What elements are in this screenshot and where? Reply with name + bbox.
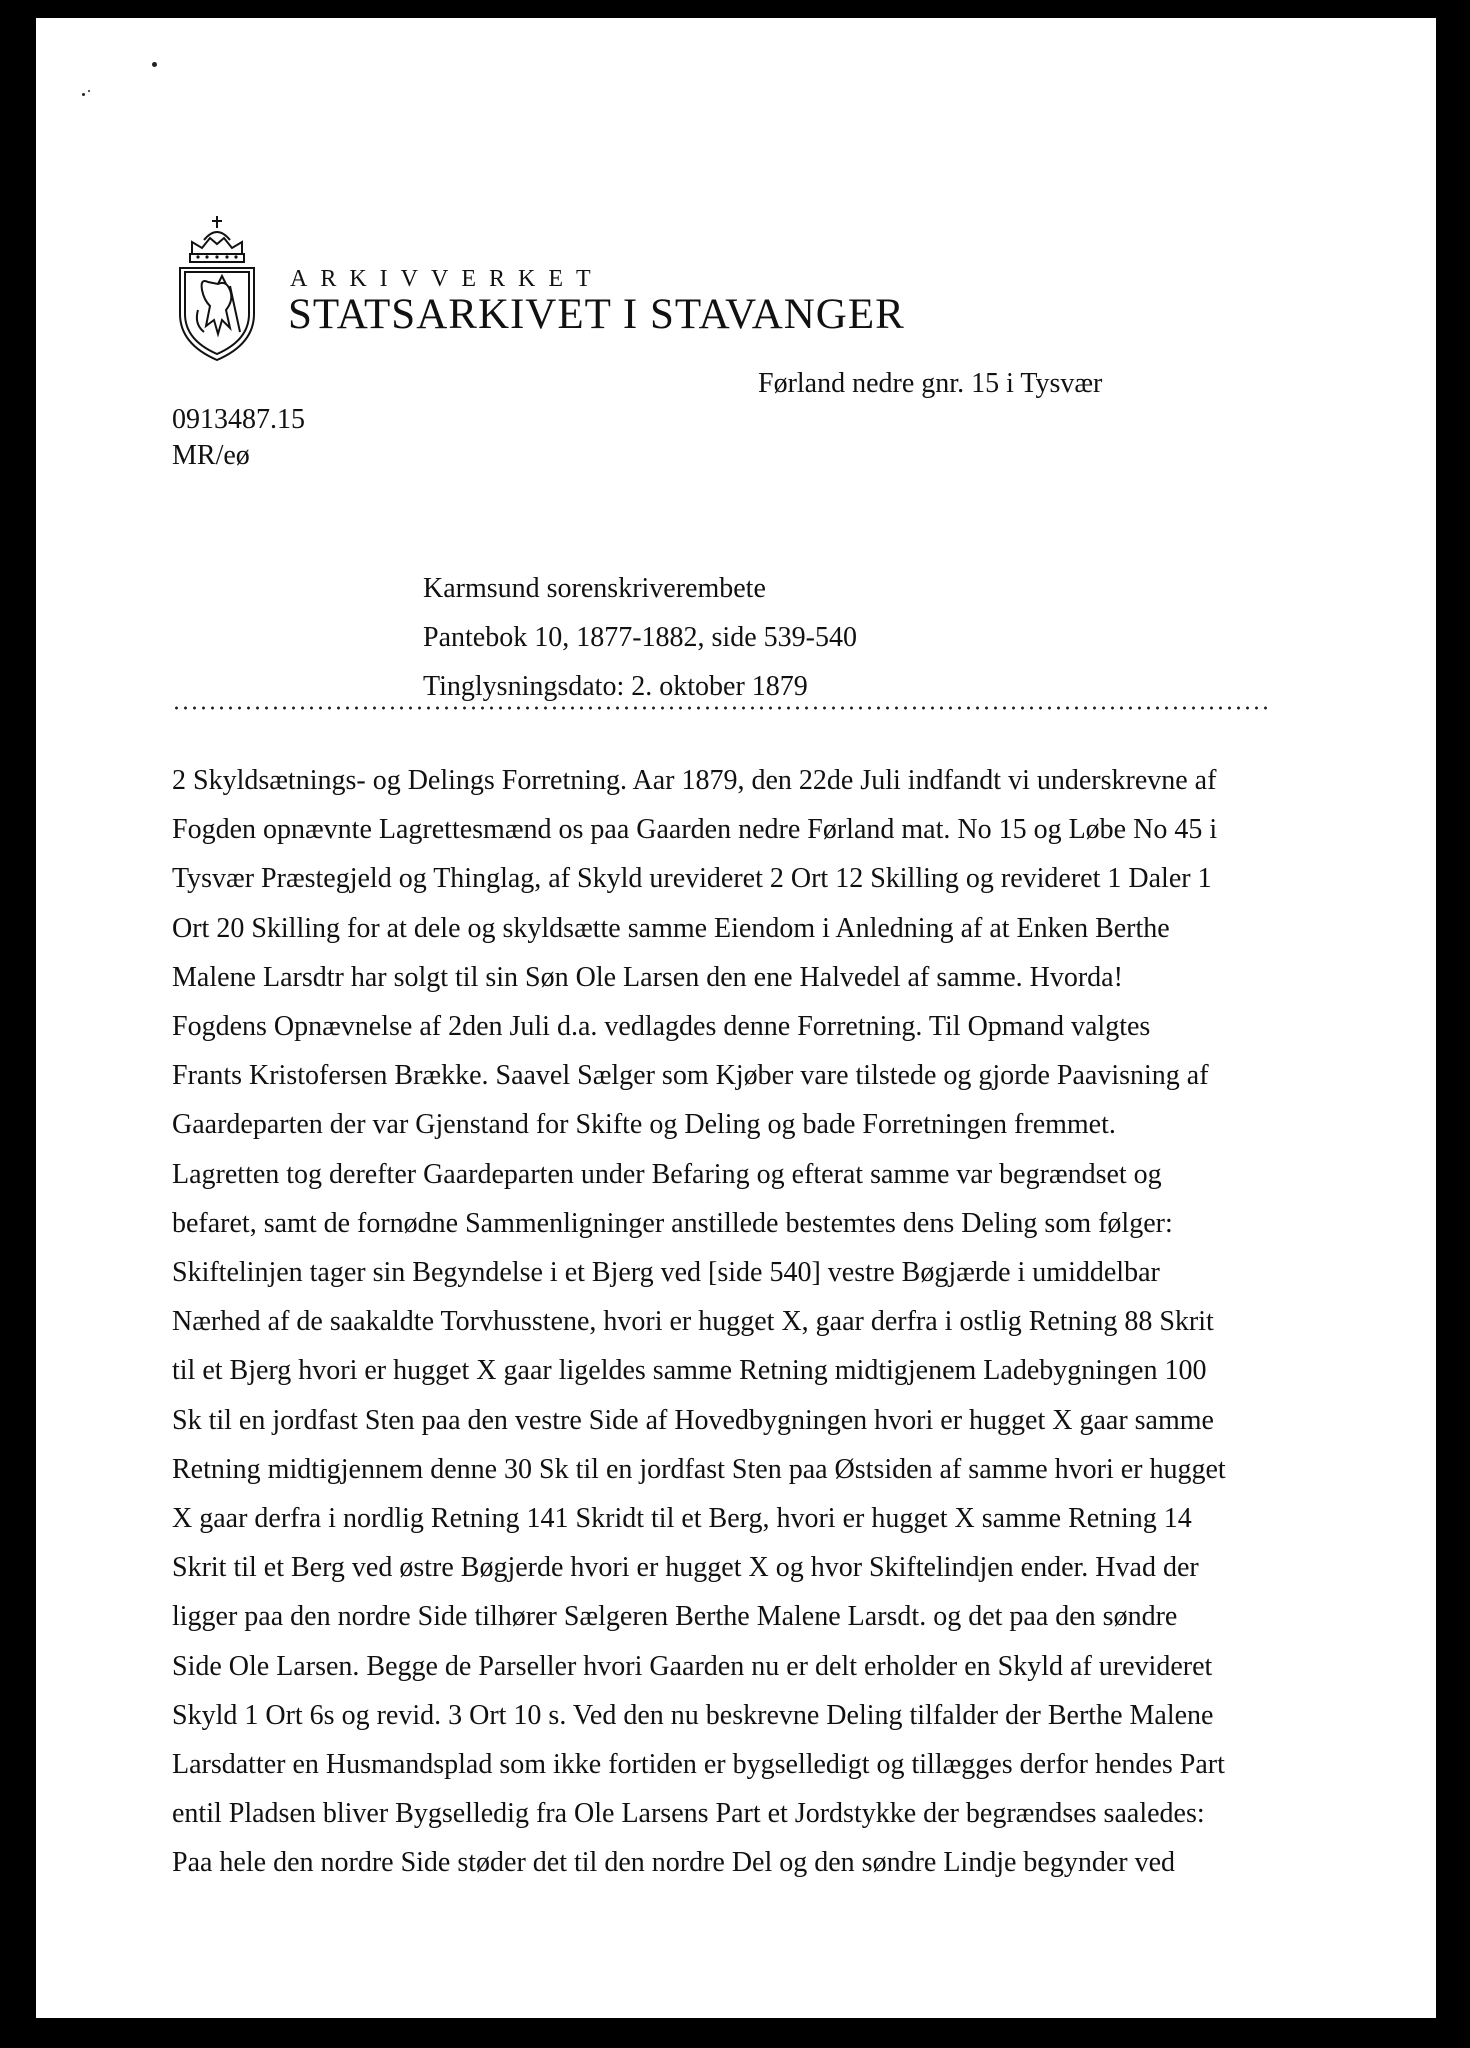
body-line: Paa hele den nordre Side støder det til den nordre Del og den søndre Lindje begynder ved <box>172 1847 1176 1879</box>
scan-speck <box>82 93 85 96</box>
body-line: Lagretten tog derefter Gaardeparten under Befaring og efterat samme var begrændset og <box>172 1158 1162 1190</box>
body-line: Gaardeparten der var Gjenstand for Skifte og Deling og bade Forretningen fremmet. <box>172 1109 1116 1141</box>
archive-name-large: STATSARKIVET I STAVANGER <box>288 291 905 338</box>
body-line: Fogden opnævnte Lagrettesmænd os paa Gaarden nedre Førland mat. No 15 og Løbe No 45 i <box>172 814 1218 846</box>
body-line: 2 Skyldsætnings- og Delings Forretning. Aar 1879, den 22de Juli indfandt vi underskrevne af <box>172 765 1217 796</box>
body-line: Tysvær Præstegjeld og Thinglag, af Skyld urevideret 2 Ort 12 Skilling og revideret 1 Daler 1 <box>172 863 1212 895</box>
body-line: Frants Kristofersen Brække. Saavel Sælger som Kjøber vare tilstede og gjorde Paavisning af <box>172 1060 1209 1092</box>
norwegian-coat-of-arms-icon <box>174 214 260 364</box>
source-book: Pantebok 10, 1877-1882, side 539-540 <box>423 622 857 653</box>
body-line: Larsdatter en Husmandsplad som ikke fortiden er bygselledigt og tillægges derfor hendes Part <box>172 1749 1225 1781</box>
source-block <box>423 564 857 711</box>
transcription-body <box>172 756 1292 1888</box>
archive-name-small: ARKIVVERKET <box>290 266 604 292</box>
body-line: Sk til en jordfast Sten paa den vestre Side af Hovedbygningen hvori er hugget X gaar samme <box>172 1404 1214 1436</box>
body-line: Ort 20 Skilling for at dele og skyldsætte samme Eiendom i Anledning af at Enken Berthe <box>172 912 1170 944</box>
body-line: Malene Larsdtr har solgt til sin Søn Ole Larsen den ene Halvedel af samme. Hvorda! <box>172 961 1123 993</box>
body-line: ligger paa den nordre Side tilhører Sælgeren Berthe Malene Larsdt. og det paa den søndre <box>172 1601 1178 1633</box>
reference-block <box>172 402 305 474</box>
body-line: Side Ole Larsen. Begge de Parseller hvori Gaarden nu er delt erholder en Skyld af urevideret <box>172 1650 1213 1682</box>
dotted-separator <box>172 706 1272 710</box>
source-date: Tinglysningsdato: 2. oktober 1879 <box>423 671 808 702</box>
reference-initials: MR/eø <box>172 440 250 471</box>
body-line: Nærhed af de saakaldte Torvhusstene, hvori er hugget X, gaar derfra i ostlig Retning 88 Skrit <box>172 1306 1214 1338</box>
scan-speck <box>152 62 157 67</box>
body-line: Fogdens Opnævnelse af 2den Juli d.a. vedlagdes denne Forretning. Til Opmand valgtes <box>172 1011 1151 1043</box>
body-line: entil Pladsen bliver Bygselledig fra Ole Larsens Part et Jordstykke der begrændses saaledes: <box>172 1798 1205 1830</box>
body-line: Skrit til et Berg ved østre Bøgjerde hvori er hugget X og hvor Skiftelindjen ender. Hvad der <box>172 1552 1199 1584</box>
body-line: Skiftelinjen tager sin Begyndelse i et Bjerg ved [side 540] vestre Bøgjærde i umiddelbar <box>172 1257 1160 1289</box>
body-line: X gaar derfra i nordlig Retning 141 Skridt til et Berg, hvori er hugget X samme Retning 14 <box>172 1503 1192 1535</box>
body-line: Skyld 1 Ort 6s og revid. 3 Ort 10 s. Ved den nu beskrevne Deling tilfalder der Berthe Malene <box>172 1699 1214 1731</box>
source-office: Karmsund sorenskriverembete <box>423 573 766 604</box>
body-line: til et Bjerg hvori er hugget X gaar ligeldes samme Retning midtigjenem Ladebygningen 100 <box>172 1355 1207 1387</box>
scan-speck <box>88 90 90 92</box>
body-line: befaret, samt de fornødne Sammenligninger anstillede bestemtes dens Deling som følger: <box>172 1207 1173 1239</box>
body-line: Retning midtigjennem denne 30 Sk til en jordfast Sten paa Østsiden af samme hvori er hugget <box>172 1453 1226 1485</box>
property-title: Førland nedre gnr. 15 i Tysvær <box>758 368 1103 399</box>
reference-number: 0913487.15 <box>172 404 305 435</box>
